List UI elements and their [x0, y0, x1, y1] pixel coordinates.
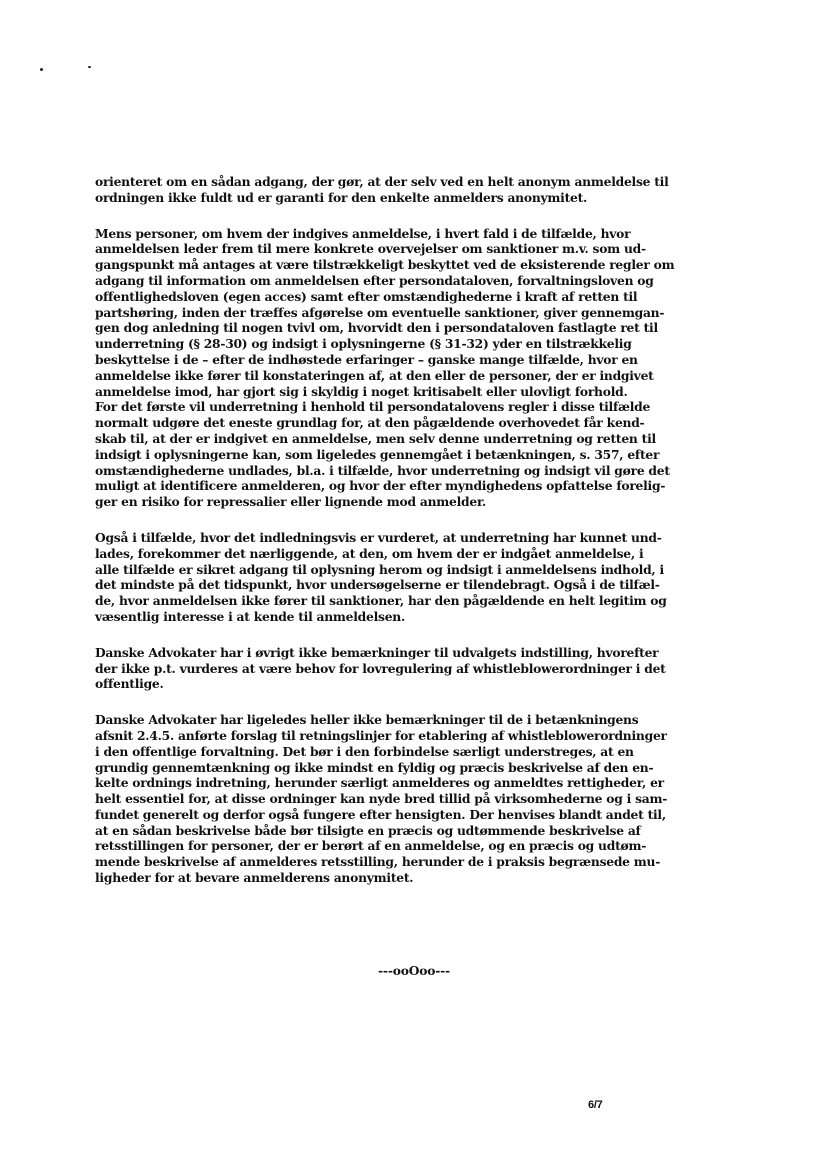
- scan-specks: [38, 60, 98, 76]
- scan-speck: [40, 68, 43, 71]
- text-line: kelte ordnings indretning, herunder særligt anmelderes og anmeldtes rettigheder, er: [95, 775, 664, 791]
- text-line: partshøring, inden der træffes afgørelse om eventuelle sanktioner, giver gennemgan-: [95, 304, 665, 320]
- text-line: skab til, at der er indgivet en anmeldelse, men selv denne underretning og retten til: [95, 430, 656, 446]
- text-line: ger en risiko for repressalier eller lignende mod anmelder.: [95, 494, 487, 510]
- text-line: ordningen ikke fuldt ud er garanti for den enkelte anmelders anonymitet.: [95, 189, 588, 205]
- end-mark: ---ooOoo---: [378, 963, 450, 978]
- paragraph-3: [95, 529, 667, 625]
- text-line: muligt at identificere anmelderen, og hvor der efter myndighedens opfattelse forelig-: [95, 478, 666, 494]
- text-line: fundet generelt og derfor også fungere efter hensigten. Der henvises blandt andet til,: [95, 806, 666, 822]
- text-line: retsstillingen for personer, der er berørt af en anmeldelse, og en præcis og udtøm-: [95, 838, 647, 854]
- text-line: indsigt i oplysningerne kan, som ligeledes gennemgået i betænkningen, s. 357, efter: [95, 446, 660, 462]
- text-line: Danske Advokater har ligeledes heller ikke bemærkninger til de i betænkningens: [95, 712, 639, 728]
- text-line: underretning (§ 28-30) og indsigt i oplysningerne (§ 31-32) yder en tilstrækkelig: [95, 336, 632, 352]
- paragraph-2: [95, 225, 675, 510]
- text-line: orienteret om en sådan adgang, der gør, at der selv ved en helt anonym anmeldelse til: [95, 174, 669, 189]
- paragraph-4: [95, 644, 666, 692]
- text-line: offentlige.: [95, 676, 164, 692]
- text-line: Også i tilfælde, hvor det indledningsvis er vurderet, at underretning har kunnet und-: [95, 529, 662, 545]
- text-line: anmeldelse ikke fører til konstateringen af, at den eller de personer, der er indgivet: [95, 367, 654, 383]
- text-line: i den offentlige forvaltning. Det bør i den forbindelse særligt understreges, at en: [95, 743, 634, 759]
- text-line: de, hvor anmeldelsen ikke fører til sanktioner, har den pågældende en helt legitim og: [95, 593, 667, 609]
- scan-speck: [88, 66, 91, 68]
- text-line: lades, forekommer det nærliggende, at den, om hvem der er indgået anmeldelse, i: [95, 545, 644, 561]
- text-line: afsnit 2.4.5. anførte forslag til retningslinjer for etablering af whistleblowerordninger: [95, 727, 667, 743]
- text-line: Danske Advokater har i øvrigt ikke bemærkninger til udvalgets indstilling, hvorefter: [95, 644, 659, 660]
- text-line: omstændighederne undlades, bl.a. i tilfælde, hvor underretning og indsigt vil gøre det: [95, 462, 670, 478]
- text-line: For det første vil underretning i henhold til persondatalovens regler i disse tilfælde: [95, 399, 651, 415]
- text-line: normalt udgøre det eneste grundlag for, at den pågældende overhovedet får kend-: [95, 415, 645, 431]
- text-line: mende beskrivelse af anmelderes retsstilling, herunder de i praksis begrænsede mu-: [95, 854, 661, 870]
- text-line: gangspunkt må antages at være tilstrækkeligt beskyttet ved de eksisterende regler om: [95, 257, 675, 273]
- page-number: 6/7: [588, 1099, 603, 1111]
- text-line: der ikke p.t. vurderes at være behov for lovregulering af whistleblowerordninger i det: [95, 660, 666, 676]
- paragraph-5: [95, 712, 668, 886]
- text-line: adgang til information om anmeldelsen efter persondataloven, forvaltningsloven og: [95, 272, 654, 288]
- text-line: væsentlig interesse i at kende til anmeldelsen.: [95, 608, 405, 624]
- text-line: at en sådan beskrivelse både bør tilsigte en præcis og udtømmende beskrivelse af: [95, 822, 641, 838]
- paragraph-1: [95, 174, 669, 206]
- text-line: Mens personer, om hvem der indgives anmeldelse, i hvert fald i de tilfælde, hvor: [95, 225, 631, 241]
- document-body: [95, 174, 675, 906]
- text-line: ligheder for at bevare anmelderens anonymitet.: [95, 870, 414, 886]
- text-line: alle tilfælde er sikret adgang til oplysning herom og indsigt i anmeldelsens indhold, i: [95, 561, 664, 577]
- text-line: anmeldelsen leder frem til mere konkrete overvejelser om sanktioner m.v. som ud-: [95, 241, 646, 257]
- text-line: beskyttelse i de – efter de indhøstede erfaringer – ganske mange tilfælde, hvor en: [95, 351, 638, 367]
- text-line: anmeldelse imod, har gjort sig i skyldig i noget kritisabelt eller ulovligt forhold.: [95, 383, 628, 399]
- text-line: grundig gennemtænkning og ikke mindst en fyldig og præcis beskrivelse af den en-: [95, 759, 654, 775]
- text-line: helt essentiel for, at disse ordninger kan nyde bred tillid på virksomhederne og i sam-: [95, 791, 668, 807]
- text-line: offentlighedsloven (egen acces) samt efter omstændighederne i kraft af retten til: [95, 288, 638, 304]
- text-line: gen dog anledning til nogen tvivl om, hvorvidt den i persondataloven fastlagte ret til: [95, 320, 658, 336]
- text-line: det mindste på det tidspunkt, hvor undersøgelserne er tilendebragt. Også i de tilfæl-: [95, 577, 660, 593]
